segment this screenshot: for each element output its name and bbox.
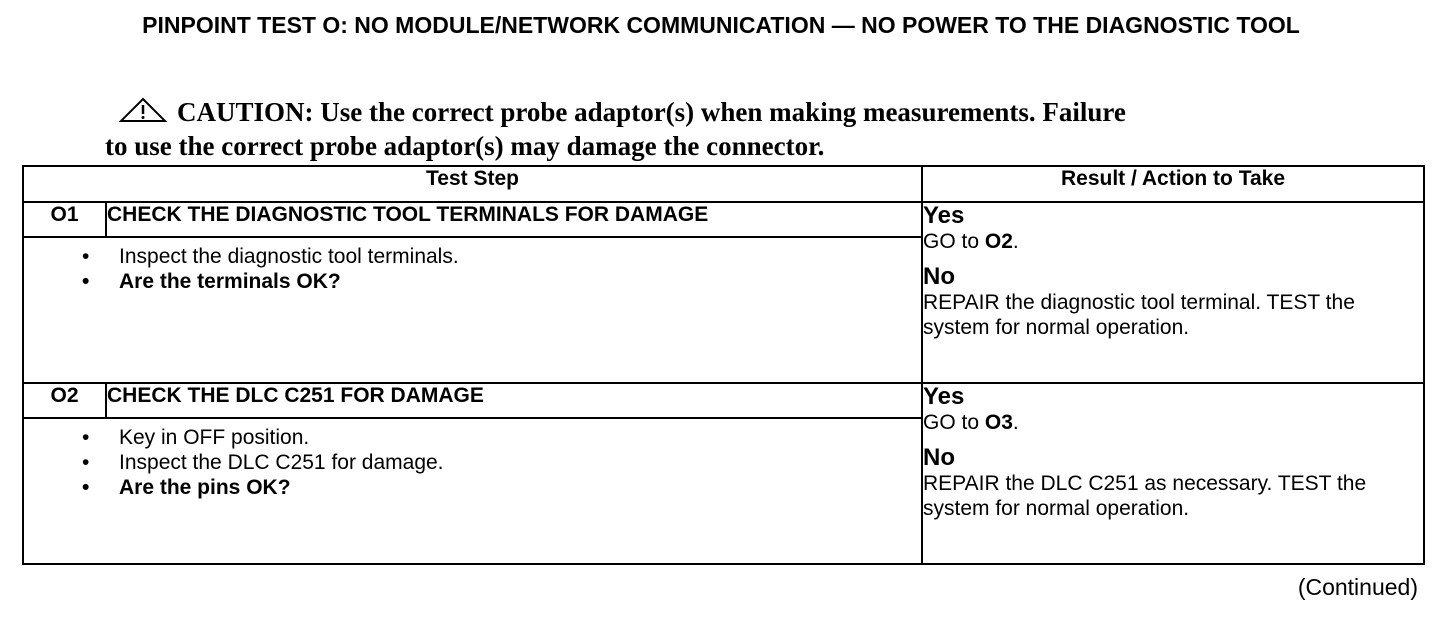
result-no-action: REPAIR the DLC C251 as necessary. TEST the system for normal operation. <box>923 472 1367 520</box>
result-yes-label: Yes <box>923 202 965 229</box>
caution-notice <box>105 96 1325 162</box>
step-result <box>922 383 1424 564</box>
list-item: • Key in OFF position. <box>119 425 921 450</box>
yes-suffix: . <box>1012 230 1019 253</box>
header-test-step: Test Step <box>23 166 922 202</box>
step-result <box>922 202 1424 383</box>
yes-prefix: GO to <box>923 230 985 253</box>
caution-text-line1: CAUTION: Use the correct probe adaptor(s) when making measurements. Failure <box>177 97 1126 127</box>
step-question: • Are the terminals OK? <box>119 269 921 294</box>
step-body <box>23 418 922 564</box>
continued-label: (Continued) <box>1297 574 1418 600</box>
step-title-row <box>23 383 1424 418</box>
result-no-label: No <box>923 263 955 290</box>
step-bullet-list <box>24 244 921 294</box>
list-item: • Inspect the diagnostic tool terminals. <box>119 244 921 269</box>
step-title: CHECK THE DLC C251 FOR DAMAGE <box>106 383 922 418</box>
pinpoint-test-table <box>22 165 1425 565</box>
step-question: • Are the pins OK? <box>119 475 921 500</box>
table-header-row <box>23 166 1424 202</box>
warning-triangle-icon <box>119 97 167 130</box>
header-result-action: Result / Action to Take <box>922 166 1424 202</box>
step-id: O1 <box>23 202 106 237</box>
yes-suffix: . <box>1012 411 1019 434</box>
list-item: • Inspect the DLC C251 for damage. <box>119 450 921 475</box>
step-id: O2 <box>23 383 106 418</box>
step-title: CHECK THE DIAGNOSTIC TOOL TERMINALS FOR DAMAGE <box>106 202 922 237</box>
result-no-label: No <box>923 444 955 471</box>
yes-prefix: GO to <box>923 411 985 434</box>
step-bullet-list <box>24 425 921 500</box>
result-yes-action <box>923 229 1423 254</box>
caution-text-line2: to use the correct probe adaptor(s) may damage the connector. <box>105 131 825 161</box>
step-reference: O3 <box>984 411 1013 434</box>
page-title: PINPOINT TEST O: NO MODULE/NETWORK COMMUNICATION — NO POWER TO THE DIAGNOSTIC TOOL <box>142 12 1300 38</box>
result-yes-action <box>923 410 1423 435</box>
step-body <box>23 237 922 383</box>
result-no-action: REPAIR the diagnostic tool terminal. TEST the system for normal operation. <box>923 291 1355 339</box>
step-reference: O2 <box>984 230 1013 253</box>
result-yes-label: Yes <box>923 383 965 410</box>
step-title-row <box>23 202 1424 237</box>
